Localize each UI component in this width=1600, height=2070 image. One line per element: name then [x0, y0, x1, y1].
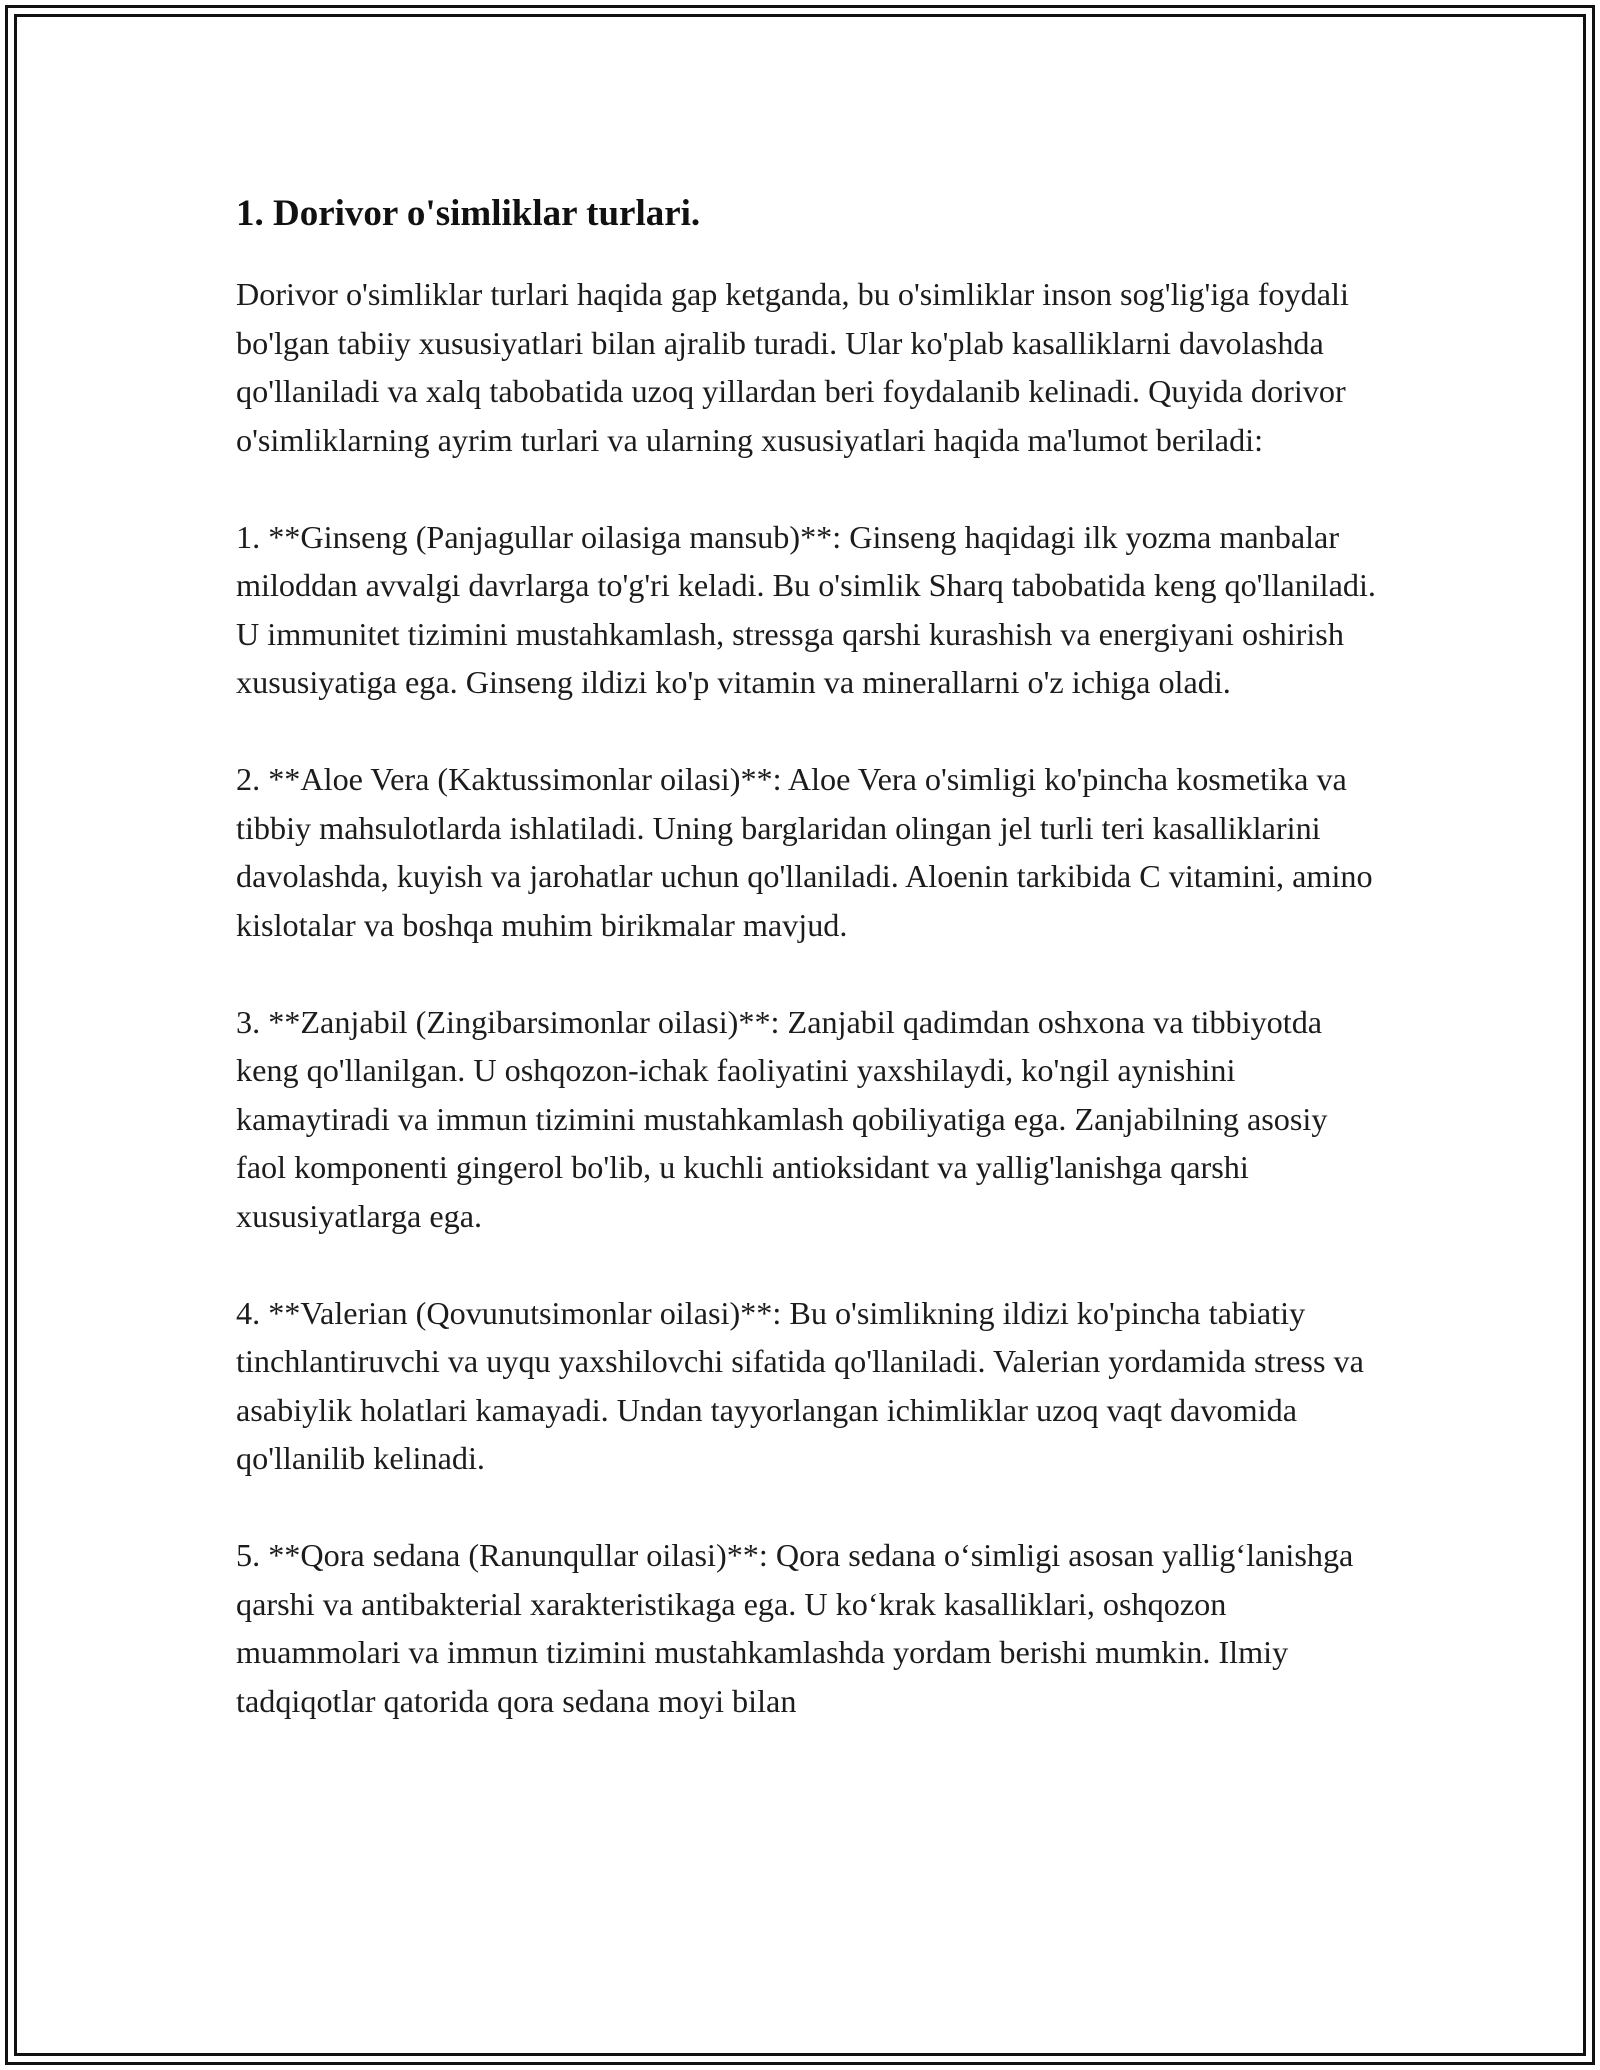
- aloe-vera-paragraph: 2. **Aloe Vera (Kaktussimonlar oilasi)**: Aloe Vera o'simligi ko'pincha kosmetika va tibbiy mahsulotlarda ishlatiladi. Uning barglaridan olingan jel turli teri kasalliklarini davolashda, kuyish va jarohatlar uchun qo'llaniladi. Aloenin tarkibida C vitamini, amino kislotalar va boshqa muhim birikmalar mavjud.: [236, 761, 1373, 943]
- ginseng-paragraph: 1. **Ginseng (Panjagullar oilasiga mansub)**: Ginseng haqidagi ilk yozma manbalar miloddan avvalgi davrlarga to'g'ri keladi. Bu o'simlik Sharq tabobatida keng qo'llaniladi. U immunitet tizimini mustahkamlash, stressga qarshi kurashish va energiyani oshirish xususiyatiga ega. Ginseng ildizi ko'p vitamin va minerallarni o'z ichiga oladi.: [236, 518, 1376, 700]
- qora-sedana-paragraph: 5. **Qora sedana (Ranunqullar oilasi)**: Qora sedana o‘simligi asosan yallig‘lanishga qarshi va antibakterial xarakteristikaga ega. U ko‘krak kasalliklari, oshqozon muammolari va immun tizimini mustahkamlashda yordam berishi mumkin. Ilmiy tadqiqotlar qatorida qora sedana moyi bilan: [236, 1537, 1354, 1719]
- document-title: 1. Dorivor o'simliklar turlari.: [236, 193, 701, 234]
- zanjabil-paragraph: 3. **Zanjabil (Zingibarsimonlar oilasi)**: Zanjabil qadimdan oshxona va tibbiyotda keng qo'llanilgan. U oshqozon-ichak faoliyatini yaxshilaydi, ko'ngil aynishini kamaytiradi va immun tizimini mustahkamlash qobiliyatiga ega. Zanjabilning asosiy faol komponenti gingerol bo'lib, u kuchli antioksidant va yallig'lanishga qarshi xususiyatlarga ega.: [236, 1003, 1328, 1234]
- valerian-paragraph: 4. **Valerian (Qovunutsimonlar oilasi)**: Bu o'simlikning ildizi ko'pincha tabiatiy tinchlantiruvchi va uyqu yaxshilovchi sifatida qo'llaniladi. Valerian yordamida stress va asabiylik holatlari kamayadi. Undan tayyorlangan ichimliklar uzoq vaqt davomida qo'llanilib kelinadi.: [236, 1294, 1364, 1476]
- document-body: [236, 186, 1376, 1774]
- intro-paragraph: Dorivor o'simliklar turlari haqida gap ketganda, bu o'simliklar inson sog'lig'iga foydali bo'lgan tabiiy xususiyatlari bilan ajralib turadi. Ular ko'plab kasalliklarni davolashda qo'llaniladi va xalq tabobatida uzoq yillardan beri foydalanib kelinadi. Quyida dorivor o'simliklarning ayrim turlari va ularning xususiyatlari haqida ma'lumot beriladi:: [236, 276, 1349, 458]
